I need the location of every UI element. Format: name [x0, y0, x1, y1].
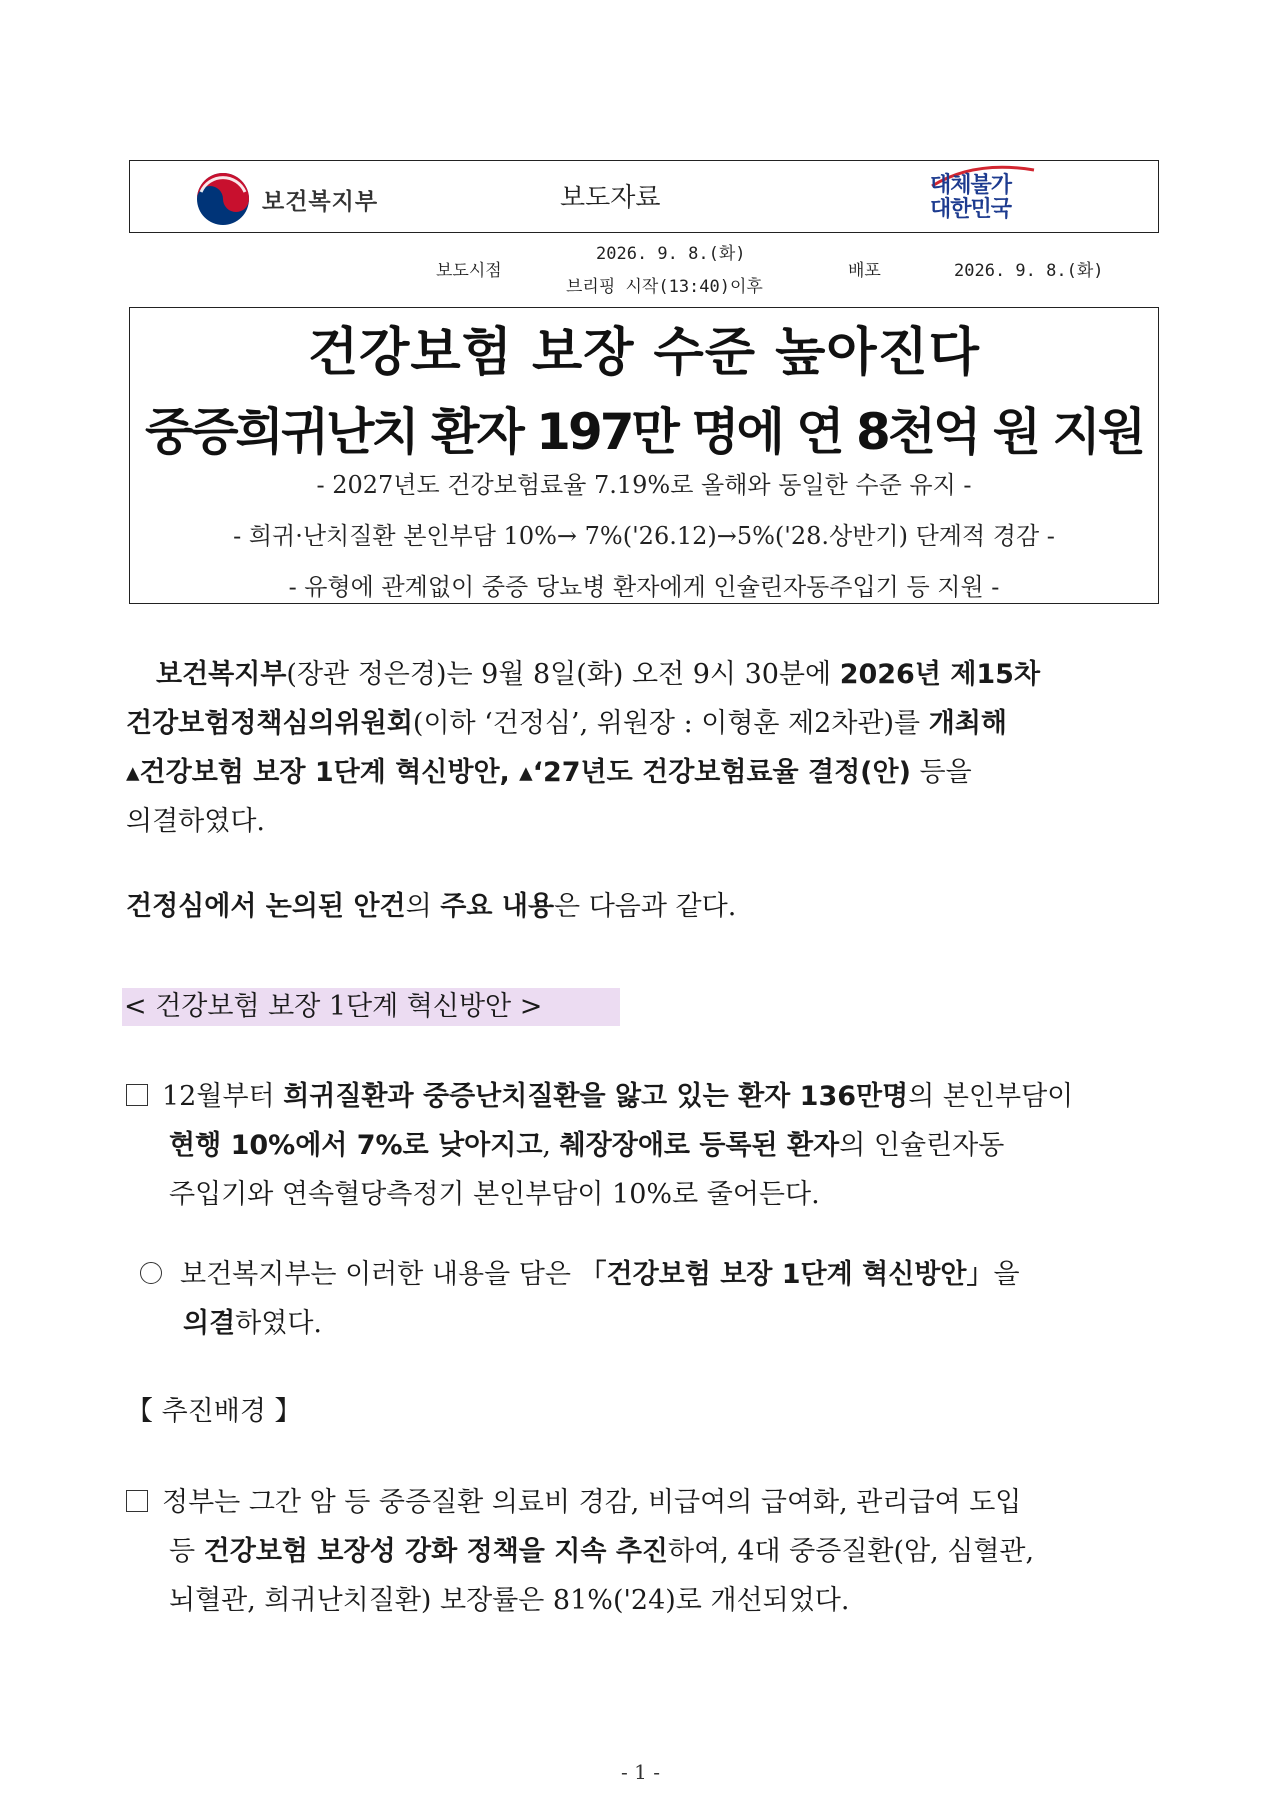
slogan-line-1: 대체불가: [930, 173, 1012, 198]
headline: 건강보험 보장 수준 높아진다: [307, 323, 981, 383]
release-label: 보도시점: [436, 261, 502, 281]
intro-line-1: 보건복지부(장관 정은경)는 9월 8일(화) 오전 9시 30분에 2026년 제15차: [156, 659, 1041, 690]
taegeuk-emblem-icon: [196, 172, 250, 226]
item1-line-3: 주입기와 연속혈당측정기 본인부담이 10%로 줄어든다.: [169, 1179, 820, 1210]
item2-line-3: 뇌혈관, 희귀난치질환) 보장률은 81%('24)로 개선되었다.: [169, 1585, 850, 1616]
summary-line: 건정심에서 논의된 안건의 주요 내용은 다음과 같다.: [126, 891, 737, 922]
press-release-label: 보도자료: [560, 183, 661, 213]
slogan-line-2: 대한민국: [930, 197, 1012, 222]
subheadline-3: - 유형에 관계없이 중증 당뇨병 환자에게 인슐린자동주입기 등 지원 -: [288, 573, 1000, 601]
checkbox-square-icon: [126, 1490, 148, 1512]
subheadline-2: - 희귀·난치질환 본인부담 10%→ 7%('26.12)→5%('28.상반기) 단계적 경감 -: [233, 522, 1055, 550]
intro-line-2: 건강보험정책심의위원회(이하 ‘건정심’, 위원장 : 이형훈 제2차관)를 개최해: [126, 708, 1007, 739]
item1-line-1: 12월부터 희귀질환과 중증난치질환을 앓고 있는 환자 136만명의 본인부담이: [126, 1083, 1073, 1110]
slogan-logo: [930, 168, 1070, 228]
item2-line-1: 정부는 그간 암 등 중증질환 의료비 경감, 비급여의 급여화, 관리급여 도입: [126, 1489, 1021, 1516]
subheadline-1: - 2027년도 건강보험료율 7.19%로 올해와 동일한 수준 유지 -: [316, 471, 972, 499]
background-title: 【 추진배경 】: [126, 1396, 302, 1427]
checkbox-square-icon: [126, 1084, 148, 1106]
item2-line-2: 등 건강보험 보장성 강화 정책을 지속 추진하여, 4대 중증질환(암, 심혈관,: [169, 1536, 1035, 1567]
ministry-name: 보건복지부: [262, 188, 379, 215]
item1-sub-line-1: 보건복지부는 이러한 내용을 담은 「건강보험 보장 1단계 혁신방안」을: [140, 1261, 1020, 1288]
ministry-logo: [196, 171, 378, 227]
release-time: 브리핑 시작(13:40)이후: [566, 277, 763, 297]
distribute-label: 배포: [848, 261, 881, 281]
item1-line-2: 현행 10%에서 7%로 낮아지고, 췌장장애로 등록된 환자의 인슐린자동: [169, 1130, 1005, 1161]
page-number: - 1 -: [621, 1760, 660, 1784]
headline-2: 중증희귀난치 환자 197만 명에 연 8천억 원 지원: [144, 403, 1144, 461]
intro-line-3: ▴건강보험 보장 1단계 혁신방안, ▴‘27년도 건강보험료율 결정(안) 등을: [126, 757, 972, 788]
intro-line-4: 의결하였다.: [126, 806, 265, 837]
circle-bullet-icon: [140, 1262, 162, 1284]
item1-sub-line-2: 의결하였다.: [183, 1308, 323, 1339]
release-date: 2026. 9. 8.(화): [596, 244, 746, 264]
section-title: < 건강보험 보장 1단계 혁신방안 >: [124, 991, 543, 1022]
distribute-date: 2026. 9. 8.(화): [954, 261, 1104, 281]
